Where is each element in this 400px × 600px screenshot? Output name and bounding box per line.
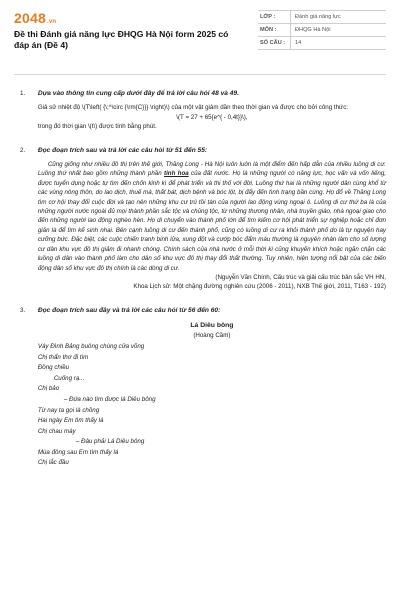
- poem-line: Chị chau mày: [37, 427, 76, 435]
- highlighted-term: tinh hoa: [164, 170, 189, 178]
- passage-source: Khoa Lịch sử: Một chặng đường nghiên cứu (2006 - 2011), NXB Thế giới, 2011, T163 - 192): [133, 283, 386, 291]
- poem-line: Chị thẩn thơ đi tìm: [37, 353, 89, 361]
- section-content: [38, 89, 386, 132]
- section-heading: Đọc đoạn trích sau và trả lời các câu hỏi từ 51 đến 55:: [37, 146, 208, 154]
- poem-line: Chị lắc đầu: [37, 459, 69, 467]
- passage-text: của đất nước. Họ là những người có năng lực, học vấn và vốn liếng, được tuyển dụng hoặc tự tìm đến chốn kinh kì để phát triển và thi thố với đời. Luồng thứ hai là những người dân cùng khổ từ các vùng nông thôn, do lao dịch, thuế má, thất bát, dịch bệnh và bóc lột, bị đẩy đến tình trạng bần cùng. Họ đổ về Thăng Long tìm cơ hội thay đổi cuộc đời và tạo nên những khu cư trú tồi tàn của người lao động vùng ngoại ô. Luồng di cư thứ ba là của những người nước ngoài đủ mọi thành phần sắc tộc và chủng tộc, từ những thương nhân, nhà truyền giáo, nhà ngoại giao cho đến những người lao động nghèo hèn. Họ di chuyển vào thành phố lớn để tìm kiếm cơ hội phát triển sự nghiệp hoặc chỉ đơn giản là để tìm kế sinh nhai. Bên cạnh luồng di cư đến thành phố, cũng có luồng di cư ra khỏi thành phố do là tự nguyện hay cưỡng bức. Đặc biệt, các cuộc chiến tranh binh lửa, xung đột và cướp bóc đẩm máu thường là nguyên nhân làm cho số lượng cư dân khu vực đô thị giảm đi nhanh chóng. Chính sách của nhà nước ở mỗi thời kì cũng khuyến khích hoặc ngăn chặn các luồng di dân vào thành phố làm cho dân số khu vực đô thị thay đổi thất thường. Tuy nhiên, hiện tượng nổi bật của các biến động dân số khu vực đô thị chính là các dòng di cư.: [37, 170, 386, 272]
- meta-row-subject: [258, 24, 386, 37]
- poem-line: Cuống rạ...: [53, 374, 85, 382]
- passage-text: Cũng giống như nhiều đô thị trên thế giới, Thăng Long - Hà Nội luôn luôn là một điểm đến hấp dẫn của nhiều luồng di cư. Luồng thứ nhất bao gồm những thành phần: [37, 161, 386, 178]
- poem-line: Từ nay ta gọi là chồng: [37, 406, 100, 414]
- section-number: 3.: [20, 306, 26, 314]
- meta-row-class: [258, 10, 386, 24]
- exam-title: Đề thi Đánh giá năng lực ĐHQG Hà Nội form 2025 có đáp án (Đề 4): [14, 29, 229, 50]
- section-content: [38, 306, 386, 469]
- section-heading: Đọc đoạn trích sau đây và trả lời các câu hỏi từ 56 đến 60:: [37, 306, 221, 314]
- poem-line: Mùa đông sau Em tìm thấy lá: [37, 448, 119, 456]
- question-section-1: [14, 89, 386, 132]
- poem-body: [38, 342, 386, 469]
- question-section-2: [14, 146, 386, 292]
- poem-title: Lá Diêu bông: [190, 322, 234, 330]
- section-text: Giả sử nhiệt độ \(T\left( {\;^\circ {\rm{C}}} \right)\) của một vật giảm dần theo thời gian và được cho bởi công thức:: [37, 104, 349, 112]
- section-heading: Dựa vào thông tin cung cấp dưới đây để trả lời câu hỏi 48 và 49.: [37, 90, 239, 97]
- question-section-3: [14, 306, 386, 469]
- page-header: [14, 10, 386, 62]
- poem-line: – Đứa nào tìm được lá Diêu bông: [63, 395, 156, 403]
- poem-line: Hai ngày Em tìm thấy lá: [37, 417, 104, 425]
- meta-value: ĐHQG Hà Nội: [295, 27, 331, 33]
- meta-value: 14: [295, 40, 302, 46]
- formula: \(T = 27 + 65{e^{ - 0,4t}}\),: [176, 113, 248, 121]
- section-content: [38, 146, 386, 292]
- logo-text: 2048: [14, 10, 46, 26]
- site-logo[interactable]: [14, 10, 229, 26]
- brand-block: [14, 10, 229, 62]
- meta-row-count: [258, 37, 386, 50]
- header-divider: [14, 74, 386, 75]
- poem-line: Váy Đình Bảng buông chùng cửa võng: [37, 342, 145, 350]
- poem-line: – Đâu phải Lá Diêu bông: [75, 438, 145, 446]
- meta-table: [258, 10, 386, 62]
- section-number: 2.: [20, 146, 26, 154]
- section-number: 1.: [20, 90, 26, 97]
- reading-passage: [38, 160, 386, 273]
- meta-key: LỚP :: [258, 11, 291, 23]
- passage-source: (Nguyễn Văn Chính, Cấu trúc và giải cấu trúc bản sắc VH HN,: [215, 273, 386, 281]
- logo-suffix: .vn: [46, 19, 57, 25]
- meta-key: MÔN :: [258, 24, 291, 36]
- meta-key: SỐ CÂU :: [258, 37, 291, 49]
- poem-line: Chị bảo: [37, 385, 60, 393]
- section-text: trong đó thời gian \(t\) được tính bằng phút.: [37, 123, 157, 131]
- poem-line: Đồng chiều: [37, 364, 70, 372]
- meta-value: Đánh giá năng lực: [295, 14, 341, 20]
- poem-author: (Hoàng Cầm): [193, 331, 231, 339]
